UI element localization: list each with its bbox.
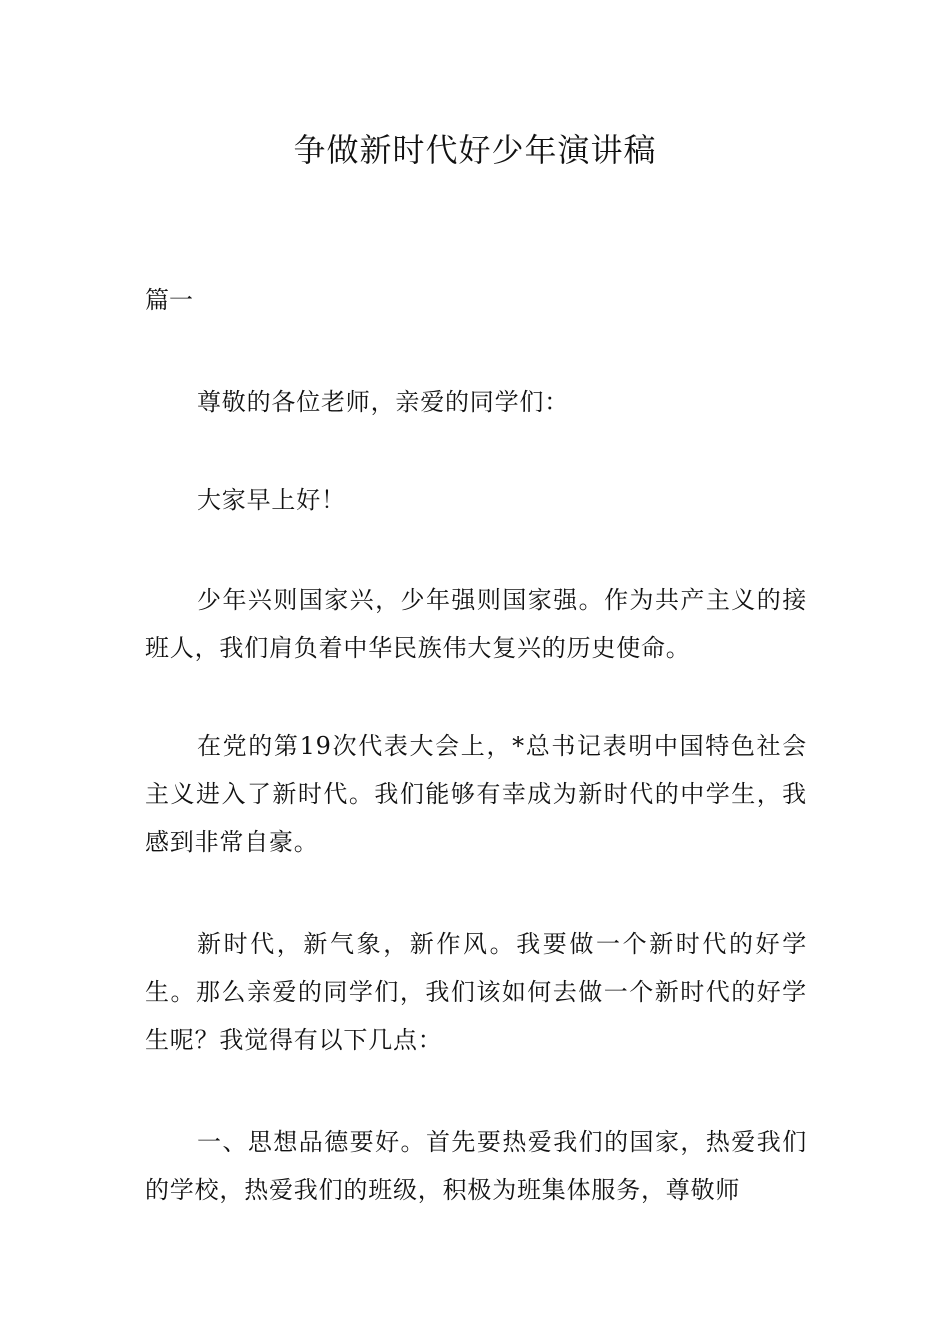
section-label: 篇一: [145, 286, 193, 314]
paragraph-new-era: 新时代，新气象，新作风。我要做一个新时代的好学生。那么亲爱的同学们，我们该如何去做一个新时代的好学生呢？我觉得有以下几点：: [145, 930, 807, 1054]
paragraph-greeting: 尊敬的各位老师，亲爱的同学们：: [197, 388, 569, 416]
paragraph-youth: 少年兴则国家兴，少年强则国家强。作为共产主义的接班人，我们肩负着中华民族伟大复兴的历史使命。: [145, 586, 807, 662]
paragraph-congress: 在党的第19次代表大会上，*总书记表明中国特色社会主义进入了新时代。我们能够有幸成为新时代的中学生，我感到非常自豪。: [145, 732, 807, 856]
document-title: 争做新时代好少年演讲稿: [293, 131, 657, 169]
paragraph-morning: 大家早上好！: [197, 486, 346, 514]
paragraph-point-one: 一、思想品德要好。首先要热爱我们的国家，热爱我们的学校，热爱我们的班级，积极为班集体服务，尊敬师: [145, 1128, 807, 1204]
